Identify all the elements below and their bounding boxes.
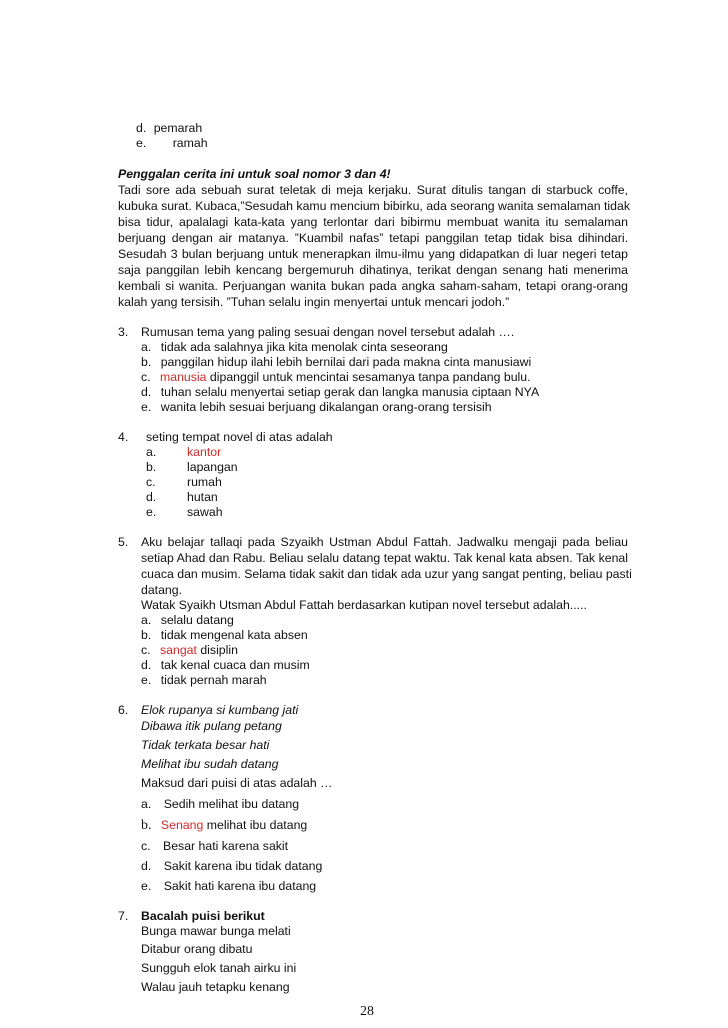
option-letter: d. bbox=[136, 121, 147, 135]
question-5-option-a: a. selalu datang bbox=[141, 613, 234, 627]
question-6-text: Maksud dari puisi di atas adalah … bbox=[141, 776, 333, 790]
question-7-text: Bacalah puisi berikut bbox=[141, 909, 265, 923]
poem-line: Tidak terkata besar hati bbox=[141, 738, 270, 752]
page-number: 28 bbox=[360, 1004, 374, 1019]
poem-line: Sungguh elok tanah airku ini bbox=[141, 961, 297, 975]
passage-line: kalah yang tersisih. ”Tuhan selalu ingin menyertai untuk mencari jodoh.” bbox=[118, 295, 510, 309]
question-6-option-e: e. Sakit hati karena ibu datang bbox=[141, 879, 317, 893]
poem-line: Melihat ibu sudah datang bbox=[141, 757, 279, 771]
question-5-number: 5. bbox=[118, 535, 129, 549]
passage-line: berjuang dengan air matanya. ”Kuambil nafas” tetapi panggilan tetap tidak bisa dihindari. bbox=[118, 231, 628, 245]
highlight-word: kantor bbox=[187, 445, 222, 459]
highlight-word: Senang bbox=[160, 818, 204, 832]
question-6-option-a: a. Sedih melihat ibu datang bbox=[141, 797, 300, 811]
question-5-passage-line: Aku belajar tallaqi pada Szyaikh Ustman Abdul Fattah. Jadwalku mengaji pada beliau bbox=[141, 535, 628, 549]
option-text: pemarah bbox=[153, 121, 203, 135]
question-4-option-c: c. rumah bbox=[146, 475, 222, 489]
question-5-option-b: b. tidak mengenal kata absen bbox=[141, 628, 308, 642]
passage-heading: Penggalan cerita ini untuk soal nomor 3 dan 4! bbox=[118, 167, 391, 181]
poem-line: Dibawa itik pulang petang bbox=[141, 719, 282, 733]
question-5-option-e: e. tidak pernah marah bbox=[141, 673, 267, 687]
question-3-text: Rumusan tema yang paling sesuai dengan novel tersebut adalah …. bbox=[141, 325, 515, 339]
question-6-option-b: b. Senang melihat ibu datang bbox=[141, 818, 308, 833]
question-7-number: 7. bbox=[118, 909, 129, 923]
question-6-option-d: d. Sakit karena ibu tidak datang bbox=[141, 859, 323, 873]
highlight-word: sangat bbox=[160, 643, 197, 657]
top-option-d bbox=[136, 121, 202, 136]
question-4-option-b: b. lapangan bbox=[146, 460, 238, 474]
question-5-option-d: d. tak kenal cuaca dan musim bbox=[141, 658, 310, 672]
passage-line: Sesudah 3 bulan berjuang untuk menerapkan ilmu-ilmu yang didapatkan di luar negeri tetap bbox=[118, 247, 628, 261]
question-5-option-c: c. sangat disiplin bbox=[141, 643, 238, 657]
question-3-number: 3. bbox=[118, 325, 129, 339]
option-letter: e. bbox=[136, 136, 147, 150]
poem-line: Ditabur orang dibatu bbox=[141, 942, 253, 956]
question-3-option-c: c. manusia dipanggil untuk mencintai sesamanya tanpa pandang bulu. bbox=[141, 370, 531, 384]
passage-line: kembali si wanita. Perjuangan wanita bukan pada angka saham-saham, tetapi orang-orang bbox=[118, 279, 628, 293]
question-4-option-a: a. kantor bbox=[146, 445, 222, 459]
highlight-word: manusia bbox=[160, 370, 207, 384]
question-5-passage-line: datang. bbox=[141, 583, 183, 597]
question-4-text: seting tempat novel di atas adalah bbox=[146, 430, 333, 444]
question-5-text: Watak Syaikh Utsman Abdul Fattah berdasarkan kutipan novel tersebut adalah..... bbox=[141, 598, 587, 612]
question-4-option-e: e. sawah bbox=[146, 505, 223, 519]
poem-line: Bunga mawar bunga melati bbox=[141, 924, 291, 938]
question-5-passage-line: setiap Ahad dan Rabu. Beliau selalu datang tepat waktu. Tak kenal kata absen. Tak kenal bbox=[141, 551, 628, 565]
passage-line: kubuka surat. Kubaca,”Sesudah kamu mencium bibirku, ada seorang wanita semalaman tidak bbox=[118, 199, 630, 213]
poem-line: Walau jauh tetapku kenang bbox=[141, 980, 290, 994]
poem-line: Elok rupanya si kumbang jati bbox=[141, 703, 299, 717]
passage-line: bisa tidur, apalalagi kata-kata yang terlontar dari bibirmu membuat wanita itu semalaman bbox=[118, 215, 628, 229]
passage-line: saja panggilan lebih kencang bergemuruh dihatinya, terikat dengan senang hati menerima bbox=[118, 263, 628, 277]
question-3-option-e: e. wanita lebih sesuai berjuang dikalangan orang-orang tersisih bbox=[141, 400, 492, 414]
top-option-e bbox=[136, 136, 208, 151]
question-6-option-c: c. Besar hati karena sakit bbox=[141, 839, 289, 853]
passage-line: Tadi sore ada sebuah surat teletak di meja kerjaku. Surat ditulis tangan di starbuck coffe, bbox=[118, 183, 628, 197]
question-3-option-d: d. tuhan selalu menyertai setiap gerak dan langka manusia ciptaan NYA bbox=[141, 385, 540, 399]
question-6-number: 6. bbox=[118, 703, 129, 717]
question-5-passage-line: cuaca dan musim. Selama tidak sakit dan tidak ada uzur yang sangat penting, beliau pasti bbox=[141, 567, 632, 581]
question-4-option-d: d. hutan bbox=[146, 490, 218, 504]
question-3-option-b: b. panggilan hidup ilahi lebih bernilai dari pada makna cinta manusiawi bbox=[141, 355, 532, 369]
question-4-number: 4. bbox=[118, 430, 129, 444]
option-text: ramah bbox=[172, 136, 208, 150]
question-3-option-a: a. tidak ada salahnya jika kita menolak cinta seseorang bbox=[141, 340, 448, 354]
